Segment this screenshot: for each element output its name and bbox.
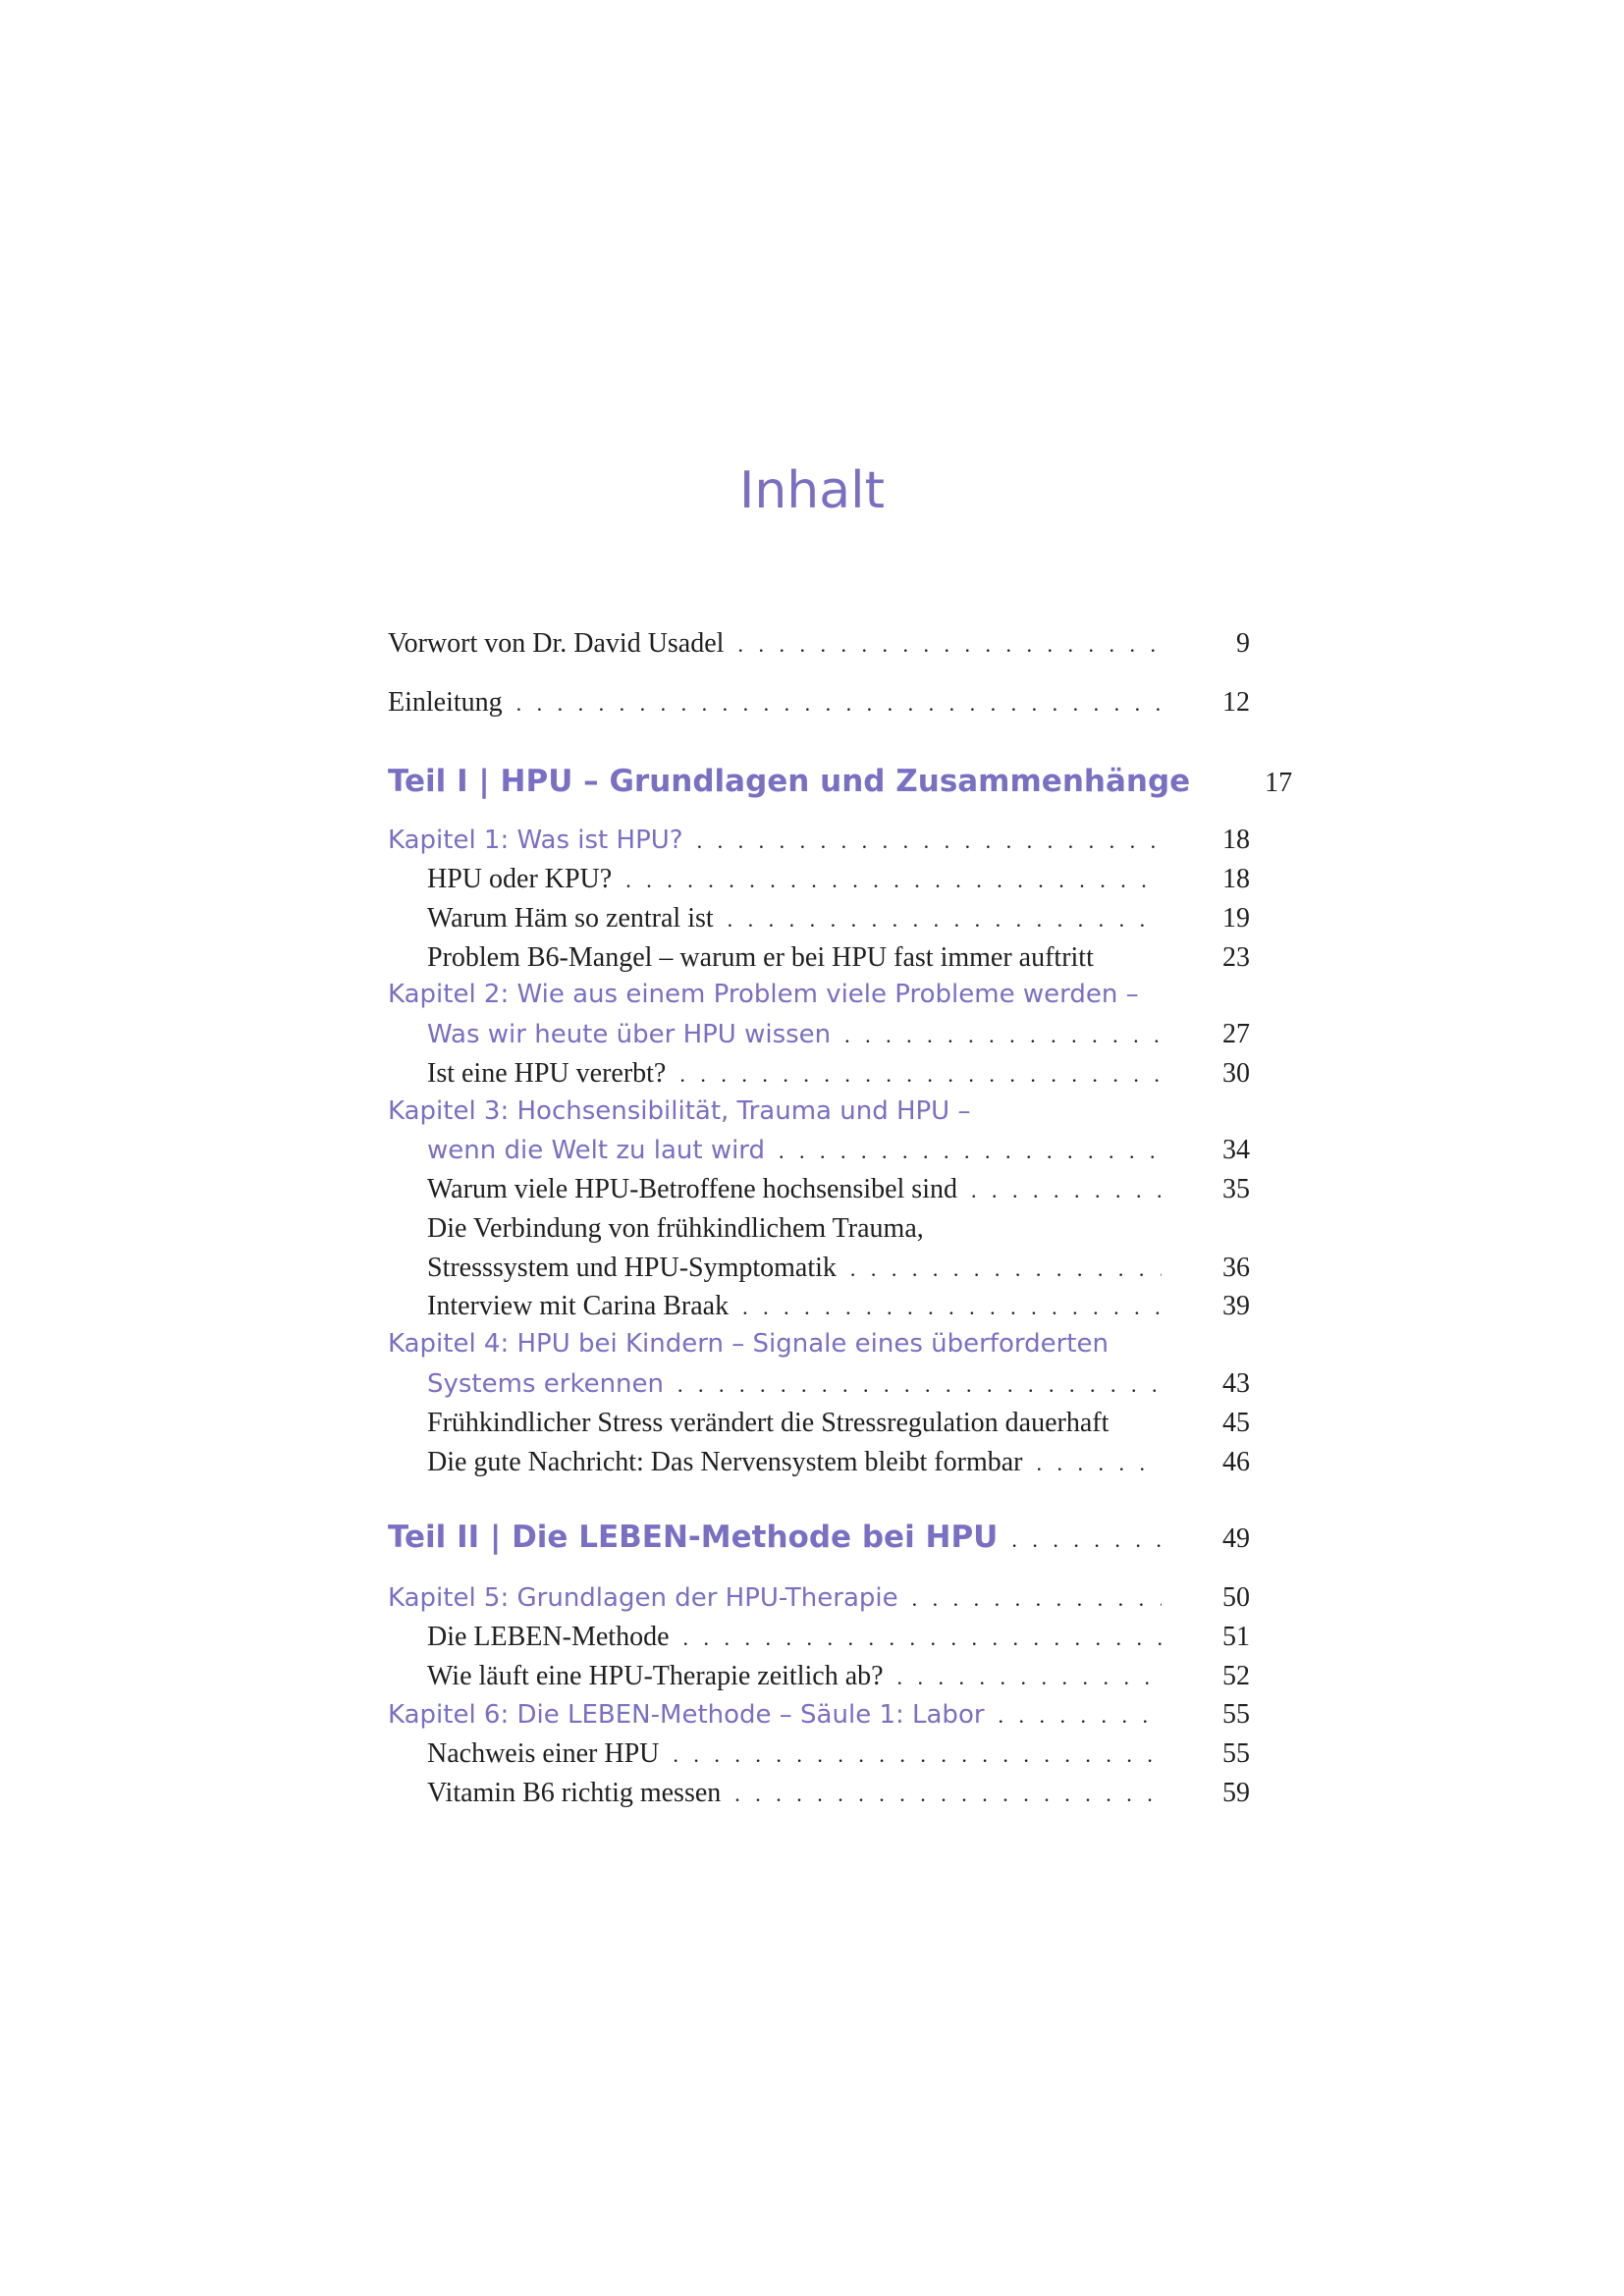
leader-dots	[516, 691, 1162, 717]
toc-part-2[interactable]	[388, 1520, 1250, 1559]
leader-dots	[1036, 1451, 1162, 1476]
toc-entry-vorwort[interactable]	[388, 628, 1250, 667]
toc-page-number: 35	[1222, 1174, 1250, 1204]
toc-section-label: Stresssystem und HPU-Symptomatik	[427, 1253, 837, 1283]
toc-page-number: 12	[1222, 687, 1250, 718]
toc-page-number: 49	[1222, 1523, 1250, 1554]
toc-page-number: 46	[1222, 1447, 1250, 1477]
toc-page-number: 55	[1222, 1699, 1250, 1730]
toc-chapter-label: Systems erkennen	[427, 1369, 665, 1399]
toc-page-number: 9	[1236, 628, 1250, 659]
toc-section-label: HPU oder KPU?	[427, 864, 613, 894]
toc-section-label: Wie läuft eine HPU-Therapie zeitlich ab?	[427, 1661, 884, 1691]
leader-dots	[625, 868, 1162, 893]
leader-dots	[737, 632, 1162, 658]
leader-dots	[679, 1062, 1162, 1088]
toc-section-continued[interactable]	[388, 1253, 1250, 1292]
toc-section-label: Nachweis einer HPU	[427, 1738, 660, 1769]
toc-page-number: 50	[1222, 1582, 1250, 1613]
toc-chapter-2[interactable]	[388, 980, 1250, 1019]
toc-section-label: Frühkindlicher Stress verändert die Stressregulation dauerhaft	[427, 1408, 1110, 1438]
leader-dots	[673, 1742, 1162, 1768]
toc-chapter-label: Kapitel 6: Die LEBEN-Methode – Säule 1: Labor	[388, 1700, 985, 1730]
toc-chapter-label: Was wir heute über HPU wissen	[427, 1020, 832, 1049]
toc-part-label: Teil I | HPU – Grundlagen und Zusammenhänge	[388, 764, 1191, 799]
toc-page-number: 30	[1222, 1058, 1250, 1089]
toc-chapter-label: Kapitel 5: Grundlagen der HPU-Therapie	[388, 1583, 898, 1613]
toc-chapter-label: Kapitel 2: Wie aus einem Problem viele Probleme werden –	[388, 980, 1139, 1009]
toc-chapter-1[interactable]	[388, 825, 1250, 864]
toc-section-label: Die Verbindung von frühkindlichem Trauma,	[427, 1213, 924, 1244]
toc-page-number: 45	[1222, 1408, 1250, 1438]
toc-page-number: 52	[1222, 1661, 1250, 1691]
toc-section[interactable]	[388, 1174, 1250, 1213]
toc-page-number: 34	[1222, 1135, 1250, 1165]
leader-dots	[971, 1178, 1162, 1203]
toc-chapter-3-continued[interactable]	[388, 1135, 1250, 1174]
toc-chapter-6[interactable]	[388, 1699, 1250, 1738]
leader-dots	[1011, 1527, 1162, 1553]
toc-section[interactable]	[388, 1213, 1250, 1253]
toc-page-number: 18	[1222, 825, 1250, 855]
toc-page-number: 27	[1222, 1019, 1250, 1049]
toc-section[interactable]	[388, 1408, 1250, 1447]
leader-dots	[742, 1295, 1162, 1320]
toc-page-number: 59	[1222, 1778, 1250, 1808]
toc-section[interactable]	[388, 1661, 1250, 1700]
toc-part-label: Teil II | Die LEBEN-Methode bei HPU	[388, 1520, 999, 1555]
leader-dots	[697, 828, 1162, 854]
toc-page-number: 51	[1222, 1622, 1250, 1652]
toc-chapter-5[interactable]	[388, 1582, 1250, 1622]
leader-dots	[728, 907, 1162, 933]
toc-page-number: 36	[1222, 1253, 1250, 1283]
toc-chapter-label: Kapitel 1: Was ist HPU?	[388, 826, 683, 855]
leader-dots	[850, 1256, 1162, 1282]
toc-section[interactable]	[388, 864, 1250, 903]
toc-section[interactable]	[388, 1291, 1250, 1330]
toc-chapter-4[interactable]	[388, 1329, 1250, 1368]
toc-page-number: 55	[1222, 1738, 1250, 1769]
toc-chapter-label: Kapitel 3: Hochsensibilität, Trauma und HPU –	[388, 1096, 971, 1126]
toc-section-label: Vitamin B6 richtig messen	[427, 1778, 722, 1808]
leader-dots	[734, 1782, 1162, 1807]
toc-page-number: 43	[1222, 1368, 1250, 1399]
toc-section-label: Die gute Nachricht: Das Nervensystem bleibt formbar	[427, 1447, 1023, 1477]
toc-page-number: 23	[1222, 942, 1250, 973]
toc-section-label: Problem B6-Mangel – warum er bei HPU fast immer auftritt	[427, 942, 1094, 973]
toc-section-label: Warum viele HPU-Betroffene hochsensibel sind	[427, 1174, 957, 1204]
page-title: Inhalt	[739, 461, 885, 520]
toc-chapter-label: Kapitel 4: HPU bei Kindern – Signale eines überforderten	[388, 1329, 1109, 1359]
toc-page-number: 18	[1222, 864, 1250, 894]
toc-chapter-label: wenn die Welt zu laut wird	[427, 1136, 766, 1165]
toc-entry-label: Vorwort von Dr. David Usadel	[388, 628, 725, 659]
toc-part-1[interactable]	[388, 764, 1293, 803]
toc-section-label: Ist eine HPU vererbt?	[427, 1058, 667, 1089]
toc-section-label: Die LEBEN-Methode	[427, 1622, 670, 1652]
leader-dots	[779, 1139, 1162, 1164]
toc-section[interactable]	[388, 1778, 1250, 1817]
toc-page-number: 39	[1222, 1291, 1250, 1321]
toc-chapter-3[interactable]	[388, 1096, 1250, 1136]
toc-page-number: 17	[1265, 768, 1293, 798]
toc-chapter-2-continued[interactable]	[388, 1019, 1250, 1058]
toc-section-label: Warum Häm so zentral ist	[427, 903, 714, 934]
leader-dots	[912, 1586, 1162, 1612]
toc-section[interactable]	[388, 1622, 1250, 1661]
leader-dots	[677, 1372, 1162, 1398]
toc-section[interactable]	[388, 942, 1250, 982]
toc-entry-label: Einleitung	[388, 687, 503, 718]
toc-section[interactable]	[388, 1447, 1250, 1486]
leader-dots	[683, 1626, 1163, 1651]
leader-dots	[844, 1023, 1162, 1048]
toc-section-label: Interview mit Carina Braak	[427, 1291, 730, 1321]
toc-entry-einleitung[interactable]	[388, 687, 1250, 726]
toc-section[interactable]	[388, 1058, 1250, 1097]
leader-dots	[999, 1703, 1162, 1729]
leader-dots	[897, 1665, 1162, 1690]
toc-section[interactable]	[388, 1738, 1250, 1778]
toc-section[interactable]	[388, 903, 1250, 942]
toc-page-number: 19	[1222, 903, 1250, 934]
toc-chapter-4-continued[interactable]	[388, 1368, 1250, 1408]
